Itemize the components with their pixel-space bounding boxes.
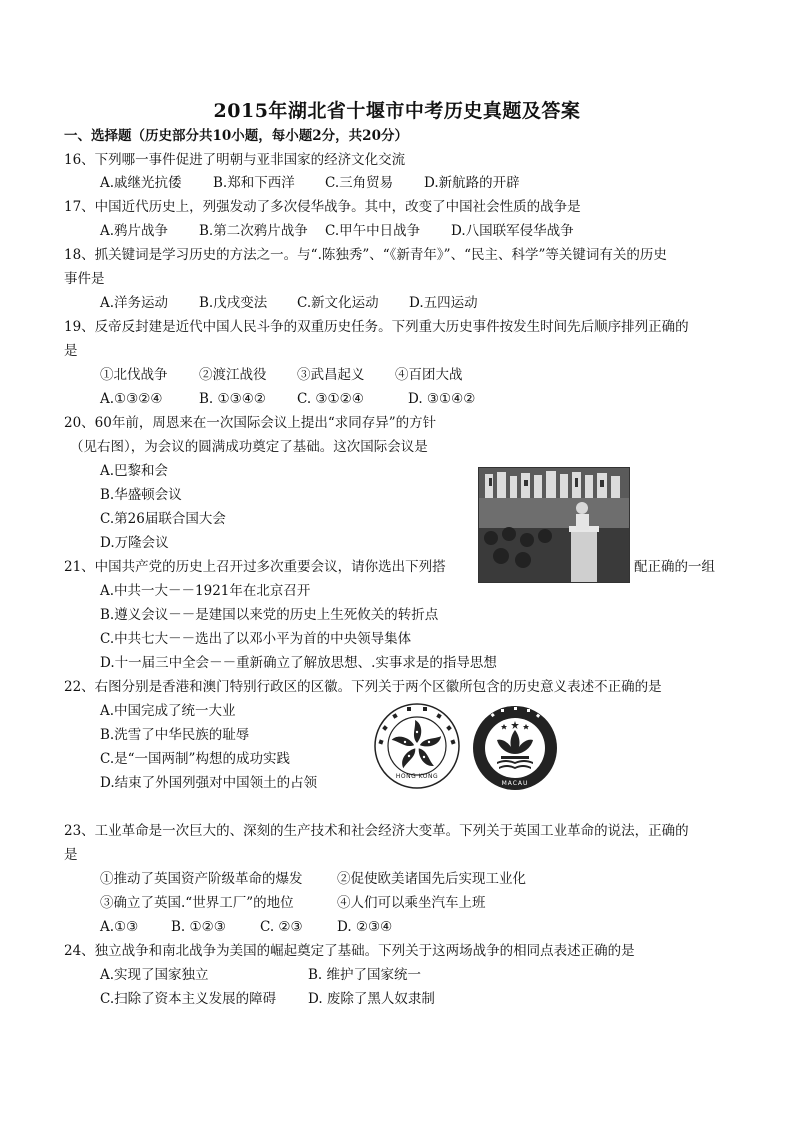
lotus-icon — [471, 704, 559, 792]
q23-option-c: C. ②③ — [260, 919, 303, 935]
question-17-stem: 17、中国近代历史上，列强发动了多次侵华战争。其中，改变了中国社会性质的战争是 — [64, 199, 581, 215]
q20-option-a: A.巴黎和会 — [100, 463, 169, 479]
q20-option-b: B.华盛顿会议 — [100, 487, 182, 503]
q16-option-a: A.戚继光抗倭 — [100, 175, 182, 191]
q16-option-b: B.郑和下西洋 — [213, 175, 295, 191]
q21-option-b: B.遵义会议－－是建国以来党的历史上生死攸关的转折点 — [100, 607, 439, 623]
question-21-stem-end: 配正确的一组 — [634, 559, 715, 575]
q19-event-3: ③武昌起义 — [297, 367, 365, 383]
q18-option-c: C.新文化运动 — [297, 295, 379, 311]
question-20-stem-cont: （见右图），为会议的圆满成功奠定了基础。这次国际会议是 — [70, 439, 428, 455]
hong-kong-emblem — [373, 702, 461, 790]
q23-statement-1: ①推动了英国资产阶级革命的爆发 — [100, 871, 303, 887]
q24-option-a: A.实现了国家独立 — [100, 967, 209, 983]
q23-statement-4: ④人们可以乘坐汽车上班 — [337, 895, 486, 911]
q20-option-c: C.第26届联合国大会 — [100, 511, 226, 527]
question-24-stem: 24、独立战争和南北战争为美国的崛起奠定了基础。下列关于这两场战争的相同点表述正确的是 — [64, 943, 635, 959]
q20-option-d: D.万隆会议 — [100, 535, 169, 551]
macau-label: MACAU — [501, 780, 529, 787]
q19-option-d: D. ③①④② — [408, 391, 476, 407]
q24-option-b: B. 维护了国家统一 — [308, 967, 422, 983]
q16-option-d: D.新航路的开辟 — [424, 175, 520, 191]
q18-option-a: A.洋务运动 — [100, 295, 169, 311]
q22-option-d: D.结束了外国列强对中国领土的占领 — [100, 775, 318, 791]
conference-photo-image — [479, 468, 629, 582]
q19-option-a: A.①③②④ — [100, 391, 163, 407]
q23-option-d: D. ②③④ — [337, 919, 393, 935]
q23-statement-3: ③确立了英国.“世界工厂”的地位 — [100, 895, 294, 911]
q16-option-c: C.三角贸易 — [325, 175, 394, 191]
question-23-stem: 23、工业革命是一次巨大的、深刻的生产技术和社会经济大变革。下列关于英国工业革命的说法，正确的 — [64, 823, 689, 839]
q23-option-b: B. ①②③ — [171, 919, 226, 935]
q19-event-4: ④百团大战 — [395, 367, 463, 383]
question-21-stem: 21、中国共产党的历史上召开过多次重要会议，请你选出下列搭 — [64, 559, 446, 575]
q18-option-d: D.五四运动 — [409, 295, 478, 311]
q17-option-d: D.八国联军侵华战争 — [451, 223, 574, 239]
hong-kong-label: HONG KONG — [395, 773, 439, 780]
q18-option-b: B.戊戌变法 — [199, 295, 268, 311]
page-title: 2015年湖北省十堰市中考历史真题及答案 — [213, 100, 581, 122]
conference-photo — [478, 467, 630, 583]
macau-emblem — [471, 704, 559, 792]
q24-option-d: D. 废除了黑人奴隶制 — [308, 991, 435, 1007]
question-19-stem: 19、反帝反封建是近代中国人民斗争的双重历史任务。下列重大历史事件按发生时间先后顺序排列正确的 — [64, 319, 689, 335]
q19-option-c: C. ③①②④ — [297, 391, 364, 407]
question-19-stem-cont: 是 — [64, 343, 78, 359]
question-20-stem: 20、60年前，周恩来在一次国际会议上提出“求同存异”的方针 — [64, 415, 437, 431]
q19-event-1: ①北伐战争 — [100, 367, 168, 383]
q21-option-d: D.十一届三中全会－－重新确立了解放思想、.实事求是的指导思想 — [100, 655, 497, 671]
q23-option-a: A.①③ — [100, 919, 139, 935]
q22-option-c: C.是“一国两制”构想的成功实践 — [100, 751, 290, 767]
q24-option-c: C.扫除了资本主义发展的障碍 — [100, 991, 277, 1007]
question-22-stem: 22、右图分别是香港和澳门特别行政区的区徽。下列关于两个区徽所包含的历史意义表述不正确的是 — [64, 679, 662, 695]
question-23-stem-cont: 是 — [64, 847, 78, 863]
q22-option-b: B.洗雪了中华民族的耻辱 — [100, 727, 250, 743]
q17-option-b: B.第二次鸦片战争 — [199, 223, 308, 239]
q22-option-a: A.中国完成了统一大业 — [100, 703, 236, 719]
question-18-stem-cont: 事件是 — [64, 271, 105, 287]
question-16-stem: 16、下列哪一事件促进了明朝与亚非国家的经济文化交流 — [64, 152, 406, 168]
q21-option-a: A.中共一大－－1921年在北京召开 — [100, 583, 311, 599]
q19-option-b: B. ①③④② — [199, 391, 266, 407]
q17-option-a: A.鸦片战争 — [100, 223, 169, 239]
q19-event-2: ②渡江战役 — [199, 367, 267, 383]
q17-option-c: C.甲午中日战争 — [325, 223, 421, 239]
question-18-stem: 18、抓关键词是学习历史的方法之一。与“.陈独秀”、“《新青年》”、“民主、科学”等关键词有关的历史 — [64, 247, 667, 263]
q21-option-c: C.中共七大－－选出了以邓小平为首的中央领导集体 — [100, 631, 412, 647]
q23-statement-2: ②促使欧美诸国先后实现工业化 — [337, 871, 526, 887]
section-heading: 一、选择题（历史部分共10小题，每小题2分，共20分） — [64, 128, 408, 144]
